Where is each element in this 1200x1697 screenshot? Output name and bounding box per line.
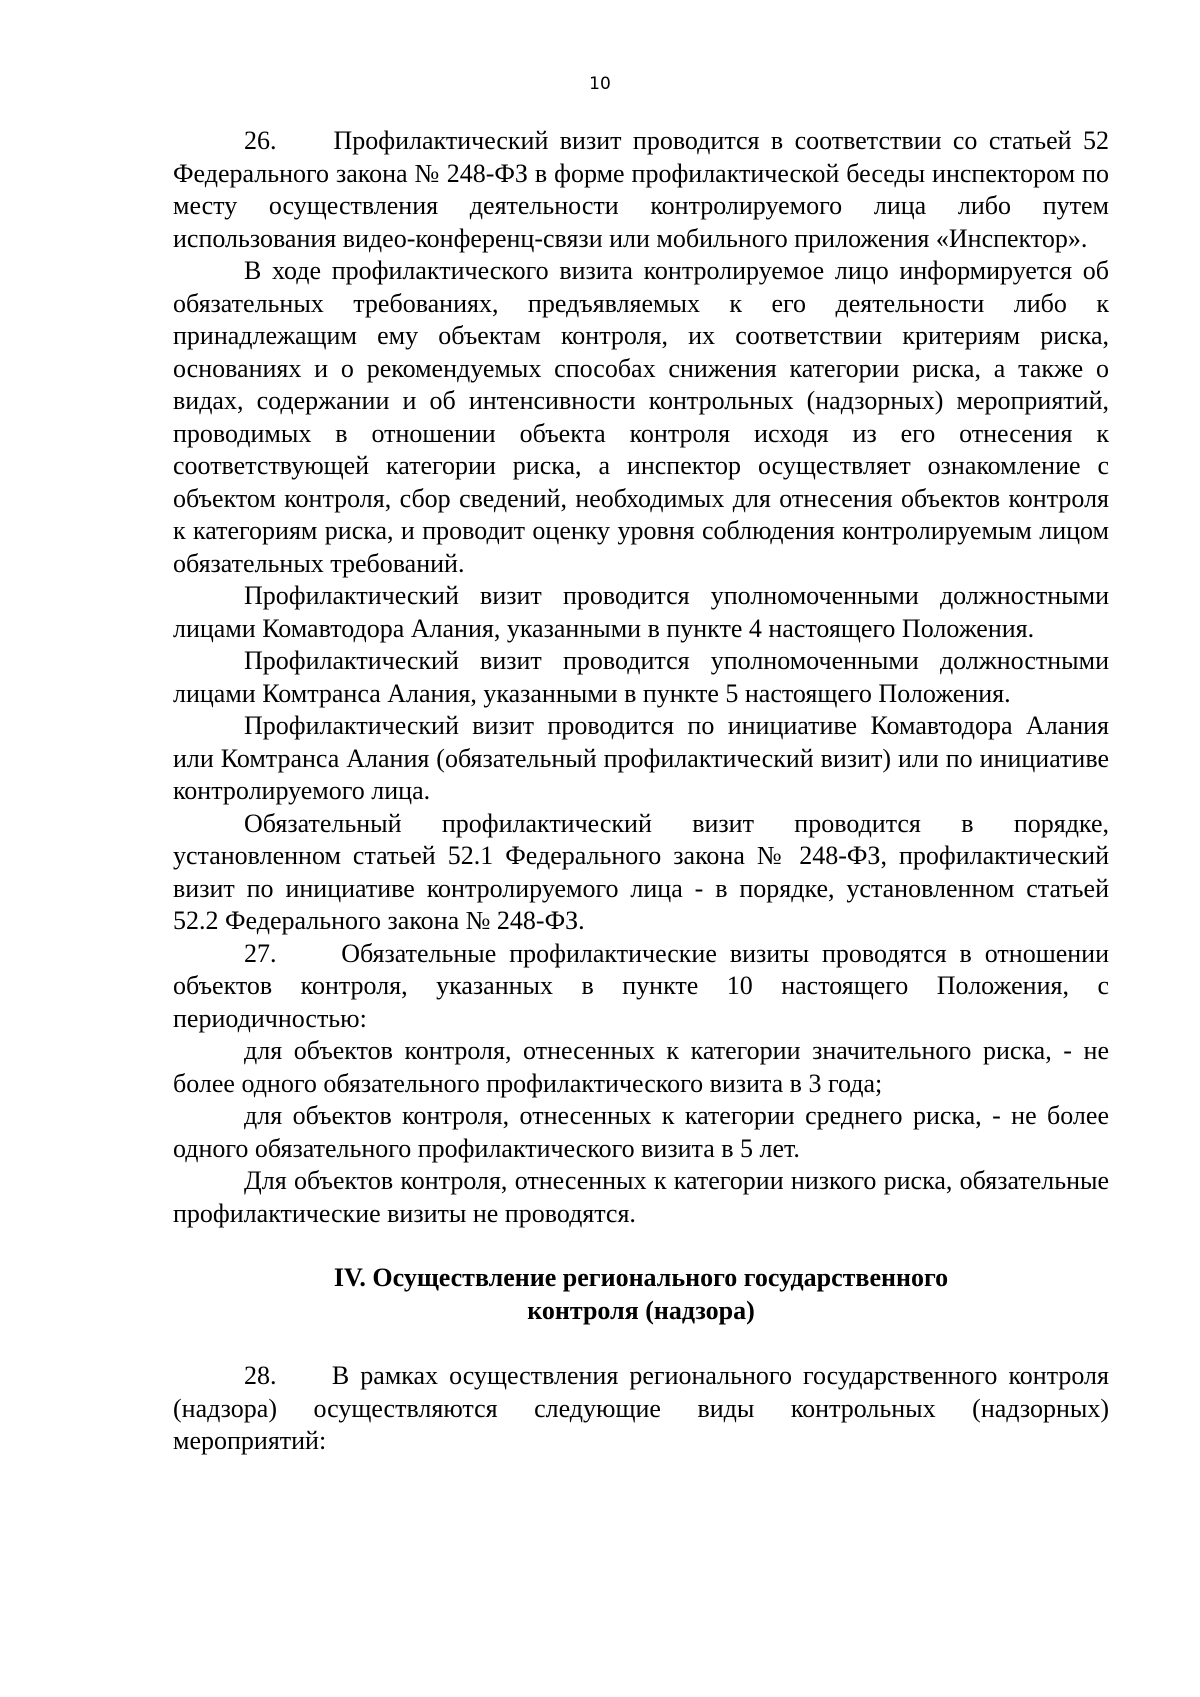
paragraph-low-risk: Для объектов контроля, отнесенных к категории низкого риска, обязательные профилактические визиты не проводятся. (173, 1166, 1109, 1228)
paragraph-26: 26. Профилактический визит проводится в соответствии со статьей 52 Федерального закона № 248-ФЗ в форме профилактической беседы инспектором по месту осуществления деятельности контролируемого лица либо путем использования видео-конференц-связи или мобильного приложения «Инспектор». (173, 126, 1109, 253)
paragraph-mandatory-visit: Обязательный профилактический визит проводится в порядке, установленном статьей 52.1 Федерального закона № 248-ФЗ, профилактический визит по инициативе контролируемого лица - в порядке, установленном статьей 52.2 Федерального закона № 248-ФЗ. (173, 808, 1109, 935)
section-heading-line-1: IV. Осуществление регионального государственного (333, 1263, 949, 1292)
paragraph-initiative: Профилактический визит проводится по инициативе Комавтодора Алания или Комтранса Алания (обязательный профилактический визит) или по инициативе контролируемого лица. (173, 711, 1109, 805)
paragraph-significant-risk: для объектов контроля, отнесенных к категории значительного риска, - не более одного обязательного профилактического визита в 3 года; (173, 1036, 1109, 1098)
paragraph-visit-info: В ходе профилактического визита контролируемое лицо информируется об обязательных требованиях, предъявляемых к его деятельности либо к принадлежащим ему объектам контроля, их соответствии критериям риска, основаниях и о рекомендуемых способах снижения категории риска, а также о видах, содержании и об интенсивности контрольных (надзорных) мероприятий, проводимых в отношении объекта контроля исходя из его отнесения к соответствующей категории риска, а инспектор осуществляет ознакомление с объектом контроля, сбор сведений, необходимых для отнесения объектов контроля к категориям риска, и проводит оценку уровня соблюдения контролируемым лицом обязательных требований. (173, 256, 1109, 578)
paragraph-medium-risk: для объектов контроля, отнесенных к категории среднего риска, - не более одного обязательного профилактического визита в 5 лет. (173, 1101, 1109, 1163)
paragraph-komavtodor: Профилактический визит проводится уполномоченными должностными лицами Комавтодора Алания, указанными в пункте 4 настоящего Положения. (173, 581, 1109, 643)
page-number: 10 (589, 74, 611, 94)
paragraph-28: 28. В рамках осуществления регионального государственного контроля (надзора) осуществляются следующие виды контрольных (надзорных) мероприятий: (173, 1361, 1109, 1455)
paragraph-komtrans: Профилактический визит проводится уполномоченными должностными лицами Комтранса Алания, указанными в пункте 5 настоящего Положения. (173, 646, 1109, 708)
section-heading-line-2: контроля (надзора) (527, 1295, 755, 1325)
paragraph-27: 27. Обязательные профилактические визиты проводятся в отношении объектов контроля, указанных в пункте 10 настоящего Положения, с периодичностью: (173, 938, 1109, 1033)
document-body (173, 125, 1109, 1458)
section-heading (173, 1262, 1109, 1327)
